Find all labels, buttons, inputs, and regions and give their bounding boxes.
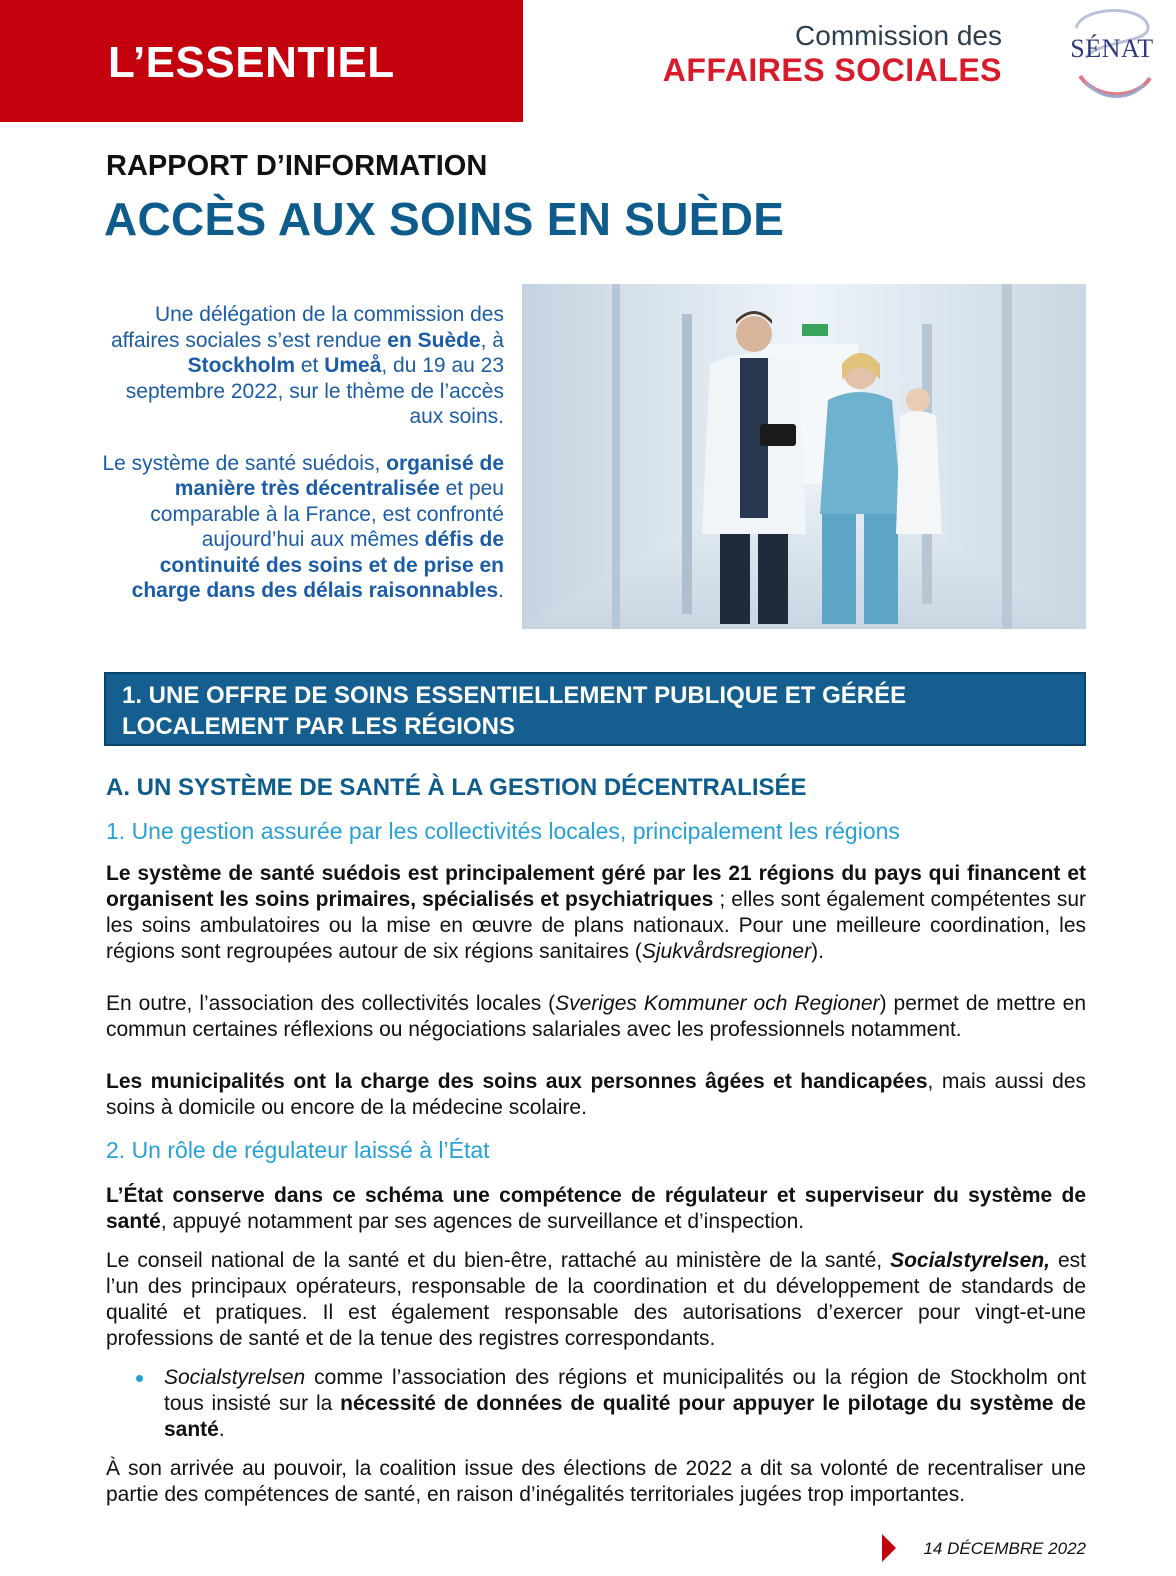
intro-text <box>96 302 504 625</box>
section-1-title-line1: 1. UNE OFFRE DE SOINS ESSENTIELLEMENT PUBLIQUE ET GÉRÉE <box>122 682 907 709</box>
senat-logo <box>1056 0 1168 112</box>
bullet-run: Socialstyrelsen <box>164 1366 306 1389</box>
bullet-run: . <box>218 1418 225 1441</box>
section-1-title-line2: LOCALEMENT PAR LES RÉGIONS <box>122 713 515 740</box>
intro-p1-run: en Suède <box>387 328 481 352</box>
section-1-banner <box>104 672 1086 746</box>
intro-p2-run: Le système de santé suédois, <box>102 451 387 475</box>
subheading-2: 2. Un rôle de régulateur laissé à l’État <box>106 1137 490 1163</box>
p5-run: est l’un des principaux opérateurs, responsable de la coordination et du développement de standards de qualité et pratiques. Il est également responsable des autorisations d’exercer pour vingt-et-une professions de santé et de la tenue des registres correspondants. <box>106 1249 1086 1350</box>
intro-paragraph-1 <box>96 302 504 430</box>
p5-run: Le conseil national de la santé et du bien-être, rattaché au ministère de la santé, <box>106 1249 891 1272</box>
p1-run: ; elles sont également compétentes sur les soins ambulatoires ou la mise en œuvre de plans nationaux. Pour une meilleure coordination, les régions sont regroupées autour de six régions sanitaires ( <box>106 888 1086 963</box>
hospital-photo <box>522 284 1086 629</box>
date-arrow-icon <box>882 1534 896 1562</box>
hospital-corridor-image <box>522 284 1086 629</box>
subheading-1: 1. Une gestion assurée par les collectivités locales, principalement les régions <box>106 818 900 844</box>
intro-p1-run: , du 19 au 23 septembre 2022, sur le thème de l’accès aux soins. <box>125 354 504 428</box>
p4-run: , appuyé notamment par ses agences de surveillance et d’inspection. <box>160 1210 805 1233</box>
intro-p2-run: et peu comparable à la France, est confronté aujourd’hui aux mêmes <box>150 477 504 551</box>
paragraph-coalition <box>106 1456 1086 1508</box>
paragraph-association <box>106 991 1086 1043</box>
commission-line1: Commission des <box>795 20 1002 51</box>
intro-p2-run: organisé de manière très décentralisée <box>174 451 504 500</box>
commission-line2: AFFAIRES SOCIALES <box>662 52 1002 88</box>
intro-p1-run: Stockholm <box>187 354 295 377</box>
paragraph-municipalities <box>106 1069 1086 1121</box>
bullet-run: nécessité de données de qualité pour appuyer le pilotage du système de santé <box>164 1392 1086 1441</box>
intro-p1-run: et <box>295 354 325 377</box>
header-badge <box>0 0 523 122</box>
intro-p1-run: , à <box>480 328 504 352</box>
bullet-text <box>164 1365 1086 1443</box>
p4-run: L’État conserve dans ce schéma une compétence de régulateur et superviseur du système de santé <box>106 1184 1086 1233</box>
commission-block <box>663 20 1002 88</box>
paragraph-regions <box>106 861 1086 965</box>
report-type: RAPPORT D’INFORMATION <box>106 150 488 182</box>
senat-logo-text: SÉNAT <box>1070 34 1154 63</box>
intro-p2-run: défis de continuité des soins et de prise en charge dans des délais raisonnables <box>131 528 504 602</box>
paragraph-socialstyrelsen <box>106 1248 1086 1352</box>
p1-run: Sjukvårdsregioner <box>641 940 812 963</box>
p1-run: ). <box>811 940 824 963</box>
heading-a: A. UN SYSTÈME DE SANTÉ À LA GESTION DÉCENTRALISÉE <box>106 774 807 801</box>
p1-run: Le système de santé suédois est principalement géré par les 21 régions du pays qui financent et organisent les soins primaires, spécialisés et psychiatriques <box>106 862 1086 911</box>
page-title: ACCÈS AUX SOINS EN SUÈDE <box>104 193 785 245</box>
p3-run: Les municipalités ont la charge des soins aux personnes âgées et handicapées <box>106 1070 928 1093</box>
p3-run: , mais aussi des soins à domicile ou encore de la médecine scolaire. <box>106 1070 1086 1119</box>
badge-label: L’ESSENTIEL <box>108 38 395 87</box>
paragraph-state-role <box>106 1183 1086 1235</box>
intro-p2-run: . <box>498 579 504 602</box>
intro-p1-run: Umeå <box>324 354 382 377</box>
intro-p1-run: Une délégation de la commission des affaires sociales s’est rendue <box>111 303 504 352</box>
publication-date: 14 DÉCEMBRE 2022 <box>923 1539 1086 1558</box>
p6-run: À son arrivée au pouvoir, la coalition issue des élections de 2022 a dit sa volonté de recentraliser une partie des compétences de santé, en raison d’inégalités territoriales jugées trop importantes. <box>106 1457 1086 1506</box>
p2-run: En outre, l’association des collectivités locales ( <box>106 992 556 1015</box>
p2-run: Sveriges Kommuner och Regioner <box>555 992 880 1015</box>
p2-run: ) permet de mettre en commun certaines réflexions ou négociations salariales avec les professionnels notamment. <box>106 992 1087 1041</box>
intro-paragraph-2 <box>96 451 504 604</box>
bullet-run: comme l’association des régions et municipalités ou la région de Stockholm ont tous insisté sur la <box>164 1366 1086 1415</box>
bullet-item <box>136 1365 1086 1443</box>
p5-run: Socialstyrelsen, <box>890 1249 1050 1272</box>
bullet-dot-icon <box>136 1375 143 1382</box>
